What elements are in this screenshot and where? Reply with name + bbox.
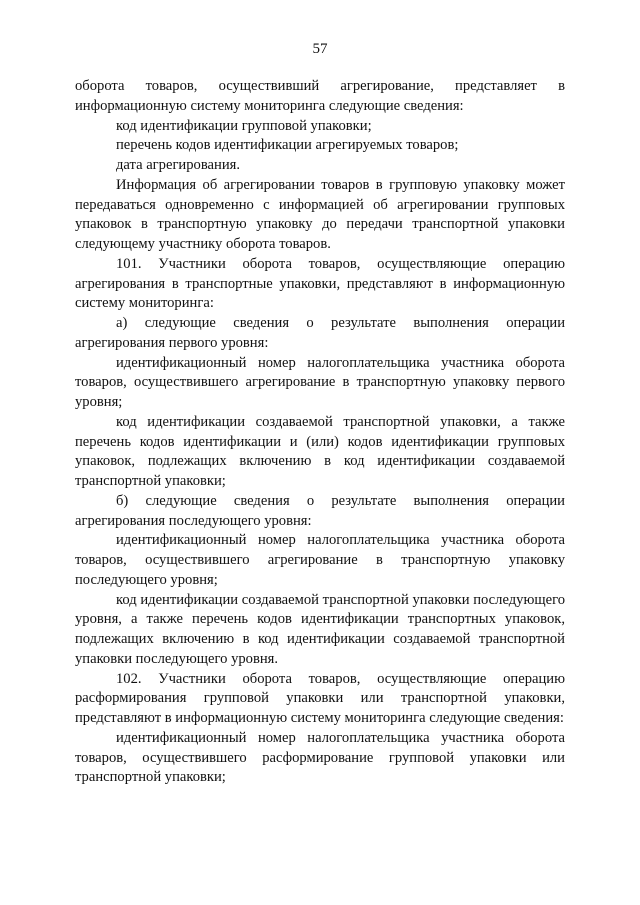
list-item-taxpayer-id-next-level: идентификационный номер налогоплательщика участника оборота товаров, осуществившего агрегирование в транспортную упаковку последующего уровня; — [75, 532, 565, 588]
page-body — [75, 77, 565, 788]
list-item-aggregated-goods-codes: перечень кодов идентификации агрегируемых товаров; — [116, 137, 459, 154]
paragraph-continuation: оборота товаров, осуществивший агрегирование, представляет в информационную систему мониторинга следующие сведения: — [75, 78, 565, 114]
paragraph-aggregation-info: Информация об агрегировании товаров в групповую упаковку может передаваться одновременно с информацией об агрегировании групповых упаковок в транспортную упаковку до передачи транспортной упаковки следующему участнику оборота товаров. — [75, 176, 565, 252]
page-number: 57 — [312, 41, 328, 57]
list-item-transport-package-code-next-level: код идентификации создаваемой транспортной упаковки последующего уровня, а также перечень кодов идентификации транспортных упаковок, подлежащих включению в код идентификации создаваемой транспортной упаковки последующего уровня. — [75, 591, 565, 667]
subclause-a: а) следующие сведения о результате выполнения операции агрегирования первого уровня: — [75, 315, 565, 351]
subclause-b: б) следующие сведения о результате выполнения операции агрегирования последующего уровня: — [75, 492, 565, 529]
paragraph-clause-102: 102. Участники оборота товаров, осуществляющие операцию расформирования групповой упаковки или транспортной упаковки, представляют в информационную систему мониторинга следующие сведения: — [75, 670, 565, 726]
list-item-taxpayer-id-disaggregation: идентификационный номер налогоплательщика участника оборота товаров, осуществившего расформирование групповой упаковки или транспортной упаковки; — [75, 729, 565, 786]
list-item-taxpayer-id-first-level: идентификационный номер налогоплательщика участника оборота товаров, осуществившего агрегирование в транспортную упаковку первого уровня; — [75, 354, 565, 410]
list-item-aggregation-date: дата агрегирования. — [116, 157, 240, 173]
list-item-transport-package-code-first-level: код идентификации создаваемой транспортной упаковки, а также перечень кодов идентификации и (или) кодов идентификации групповых упаковок, подлежащих включению в код идентификации создаваемой транспортной упаковки; — [75, 413, 565, 489]
list-item-group-package-code: код идентификации групповой упаковки; — [116, 117, 372, 134]
paragraph-clause-101: 101. Участники оборота товаров, осуществляющие операцию агрегирования в транспортные упаковки, представляют в информационную систему мониторинга: — [75, 255, 565, 312]
